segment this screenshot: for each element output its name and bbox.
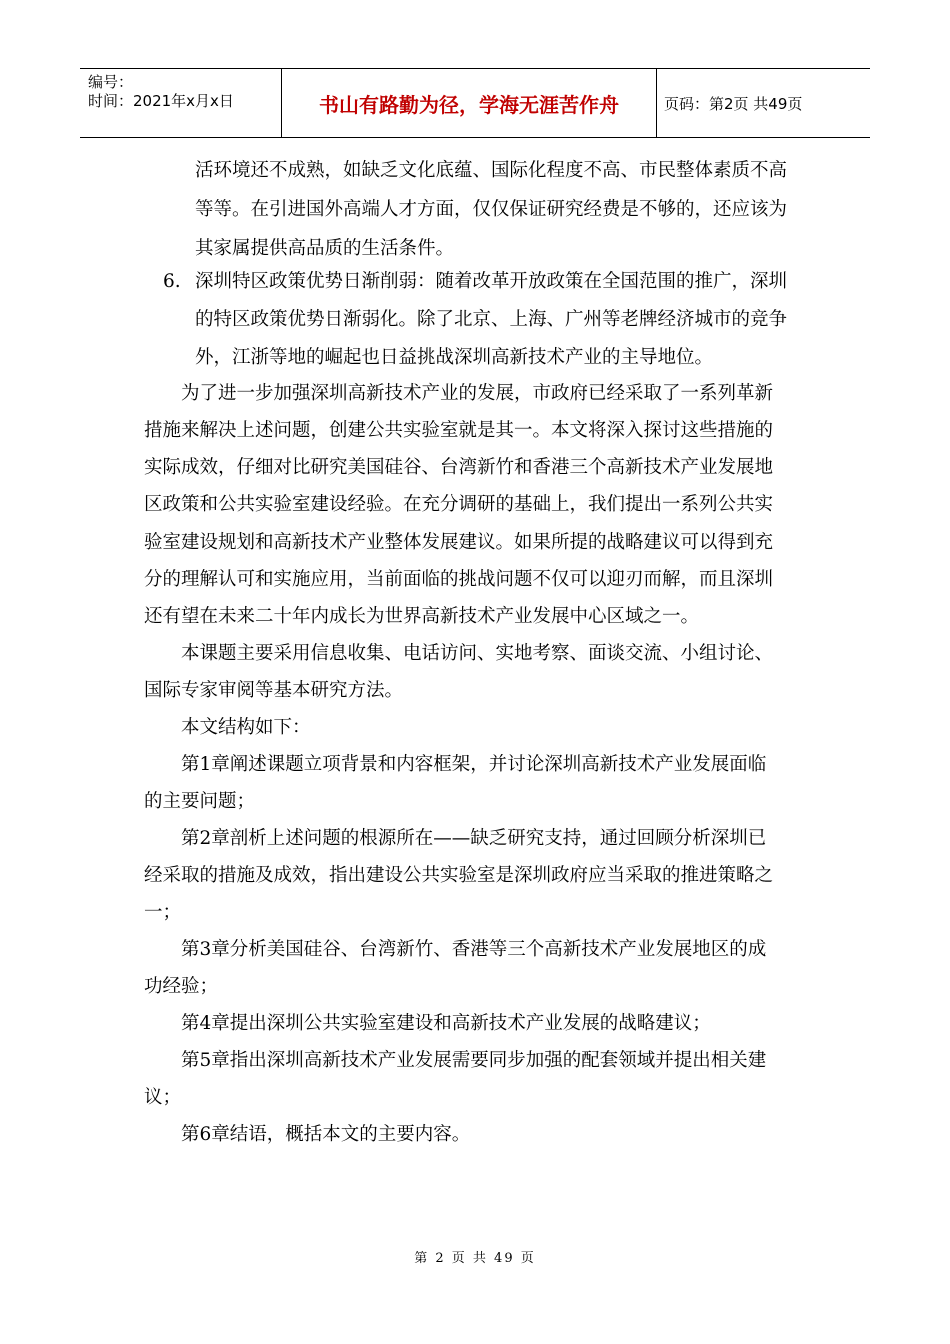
- number-label: 编号：: [88, 73, 134, 91]
- header-divider: [656, 69, 657, 137]
- body-line: 为了进一步加强深圳高新技术产业的发展，市政府已经采取了一系列革新: [181, 383, 774, 404]
- date-label: 时间：2021年x月x日: [88, 92, 234, 110]
- body-line: 措施来解决上述问题，创建公共实验室就是其一。本文将深入探讨这些措施的: [144, 420, 774, 441]
- body-line: 深圳特区政策优势日渐削弱：随着改革开放政策在全国范围的推广，深圳: [195, 271, 788, 292]
- body-line: 的特区政策优势日渐弱化。除了北京、上海、广州等老牌经济城市的竞争: [195, 309, 788, 330]
- body-line: 第4章提出深圳公共实验室建设和高新技术产业发展的战略建议；: [181, 1013, 711, 1034]
- body-line: 议；: [144, 1087, 182, 1108]
- header-motto: 书山有路勤为径，学海无涯苦作舟: [319, 92, 619, 117]
- body-line: 第5章指出深圳高新技术产业发展需要同步加强的配套领域并提出相关建: [181, 1050, 767, 1071]
- body-line: 第1章阐述课题立项背景和内容框架，并讨论深圳高新技术产业发展面临: [181, 754, 767, 775]
- body-line: 其家属提供高品质的生活条件。: [195, 238, 455, 259]
- body-line: 活环境还不成熟，如缺乏文化底蕴、国际化程度不高、市民整体素质不高: [195, 160, 788, 181]
- body-line: 国际专家审阅等基本研究方法。: [144, 680, 404, 701]
- body-line: 第2章剖析上述问题的根源所在——缺乏研究支持，通过回顾分析深圳已: [181, 828, 767, 849]
- list-item-number: 6.: [163, 271, 181, 292]
- body-line: 第6章结语，概括本文的主要内容。: [181, 1124, 471, 1145]
- body-line: 的主要问题；: [144, 791, 256, 812]
- body-line: 分的理解认可和实施应用，当前面临的挑战问题不仅可以迎刃而解，而且深圳: [144, 569, 774, 590]
- body-line: 实际成效，仔细对比研究美国硅谷、台湾新竹和香港三个高新技术产业发展地: [144, 457, 774, 478]
- body-line: 功经验；: [144, 976, 219, 997]
- body-line: 经采取的措施及成效，指出建设公共实验室是深圳政府应当采取的推进策略之: [144, 865, 774, 886]
- header-meta: [88, 73, 234, 111]
- body-line: 区政策和公共实验室建设经验。在充分调研的基础上，我们提出一系列公共实: [144, 494, 774, 515]
- body-line: 外，江浙等地的崛起也日益挑战深圳高新技术产业的主导地位。: [195, 347, 714, 368]
- page-footer: 第 2 页 共 49 页: [414, 1251, 536, 1266]
- body-line: 验室建设规划和高新技术产业整体发展建议。如果所提的战略建议可以得到充: [144, 532, 774, 553]
- body-line: 等等。在引进国外高端人才方面，仅仅保证研究经费是不够的，还应该为: [195, 199, 788, 220]
- document-header: [80, 68, 870, 138]
- body-line: 第3章分析美国硅谷、台湾新竹、香港等三个高新技术产业发展地区的成: [181, 939, 767, 960]
- body-line: 本课题主要采用信息收集、电话访问、实地考察、面谈交流、小组讨论、: [181, 643, 774, 664]
- body-line: 一；: [144, 902, 182, 923]
- body-line: 还有望在未来二十年内成长为世界高新技术产业发展中心区域之一。: [144, 606, 700, 627]
- header-page-info: 页码：第2页 共49页: [664, 95, 803, 113]
- body-line: 本文结构如下：: [181, 717, 311, 738]
